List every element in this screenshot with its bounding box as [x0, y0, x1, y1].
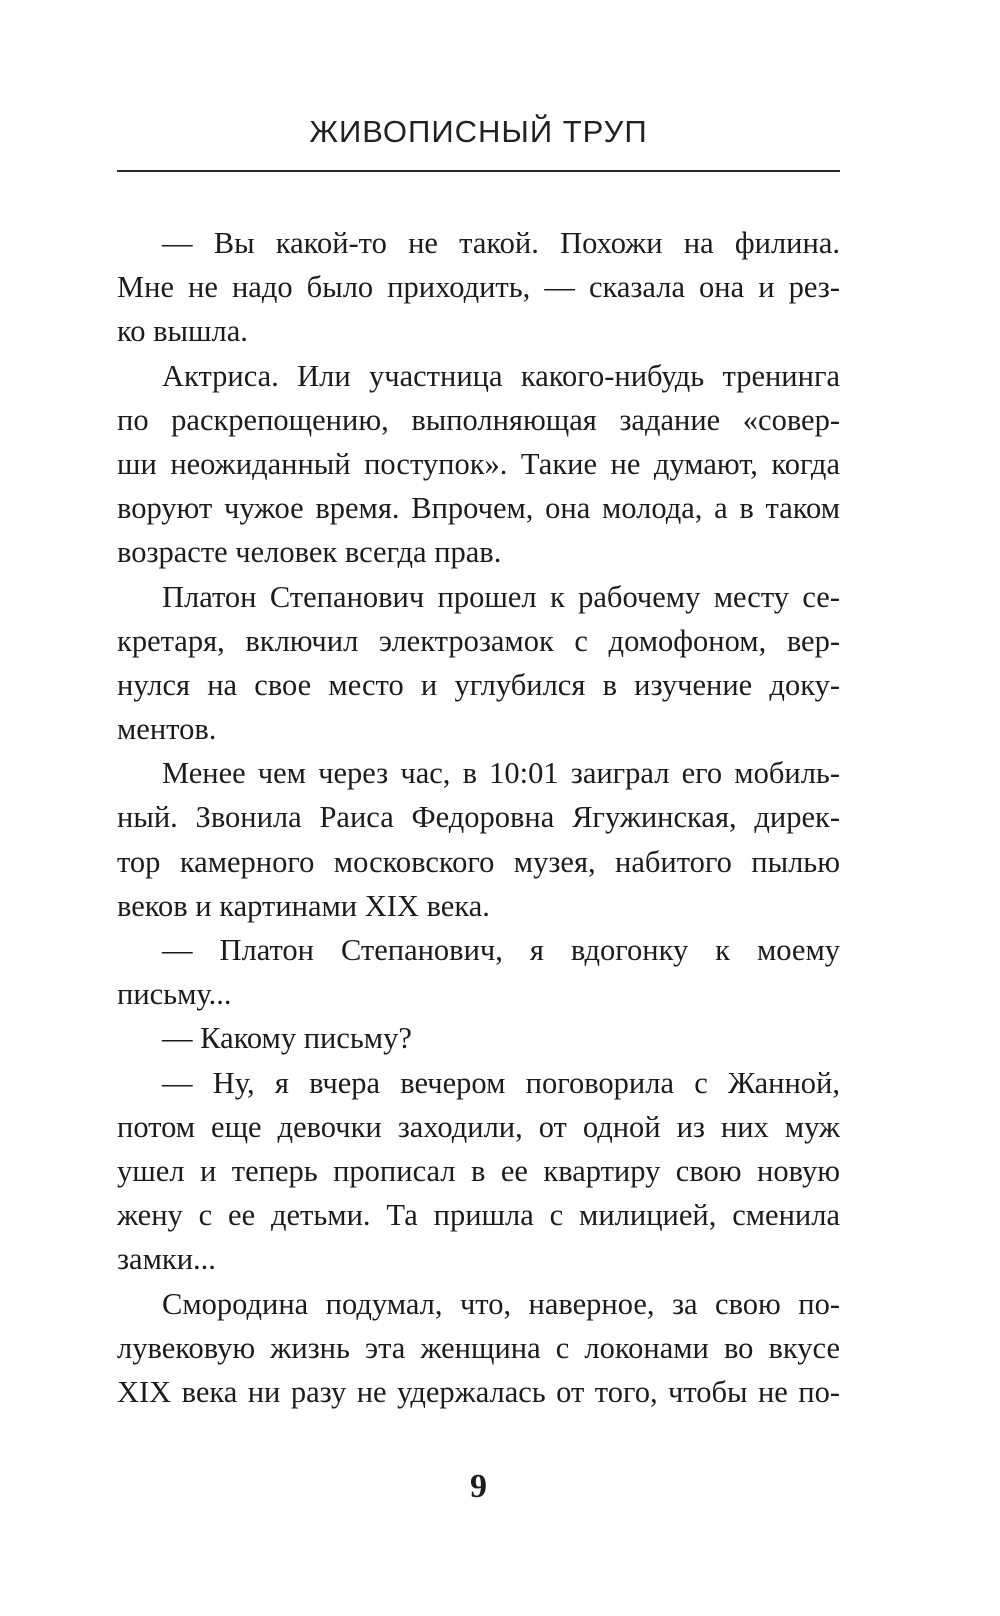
- paragraph: [117, 221, 840, 354]
- paragraph: [117, 354, 840, 575]
- paragraph: [117, 575, 840, 752]
- text-line: Смородина подумал, что, наверное, за свою по-: [162, 1286, 840, 1321]
- text-line: по раскрепощению, выполняющая задание «совер-: [117, 402, 840, 437]
- text-line: потом еще девочки заходили, от одной из них муж: [117, 1109, 840, 1144]
- text-line: — Ну, я вчера вечером поговорила с Жанной,: [162, 1065, 840, 1100]
- text-line: — Вы какой-то не такой. Похожи на филина.: [162, 226, 840, 260]
- text-line: тор камерного московского музея, набитого пылью: [117, 844, 840, 879]
- text-line: ментов.: [117, 712, 217, 747]
- text-line: лувековую жизнь эта женщина с локонами во вкусе: [117, 1330, 840, 1365]
- text-line: веков и картинами XIX века.: [117, 888, 490, 923]
- running-head: ЖИВОПИСНЫЙ ТРУП: [309, 114, 648, 149]
- paragraph: [117, 1282, 840, 1415]
- text-line: XIX века ни разу не удержалась от того, чтобы не по-: [117, 1374, 840, 1409]
- text-line: — Какому письму?: [162, 1021, 412, 1056]
- paragraph: [117, 1016, 840, 1060]
- text-line: ушел и теперь прописал в ее квартиру свою новую: [117, 1153, 840, 1188]
- text-line: возрасте человек всегда прав.: [117, 535, 502, 570]
- text-line: ный. Звонила Раиса Федоровна Ягужинская, дирек-: [117, 800, 840, 835]
- text-line: Менее чем через час, в 10:01 заиграл его мобиль-: [162, 756, 840, 791]
- paragraph: [117, 751, 840, 928]
- body-text: [117, 221, 840, 1414]
- text-line: Платон Степанович прошел к рабочему месту се-: [162, 579, 840, 614]
- paragraph: [117, 928, 840, 1016]
- text-line: кретаря, включил электрозамок с домофоном, вер-: [117, 623, 840, 658]
- text-line: ши неожиданный поступок». Такие не думают, когда: [117, 446, 840, 481]
- text-line: жену с ее детьми. Та пришла с милицией, сменила: [117, 1198, 840, 1233]
- text-line: ко вышла.: [117, 314, 248, 349]
- text-line: нулся на свое место и углубился в изучение доку-: [117, 667, 840, 702]
- paragraph: [117, 1061, 840, 1282]
- text-line: письму...: [117, 977, 232, 1012]
- text-line: воруют чужое время. Впрочем, она молода, а в таком: [117, 491, 840, 526]
- header-rule: [117, 170, 840, 172]
- text-line: Мне не надо было приходить, — сказала она и рез-: [117, 270, 840, 305]
- page-number: 9: [470, 1468, 487, 1505]
- text-line: — Платон Степанович, я вдогонку к моему: [162, 933, 840, 967]
- text-line: замки...: [117, 1242, 216, 1277]
- text-line: Актриса. Или участница какого-нибудь тренинга: [162, 358, 840, 393]
